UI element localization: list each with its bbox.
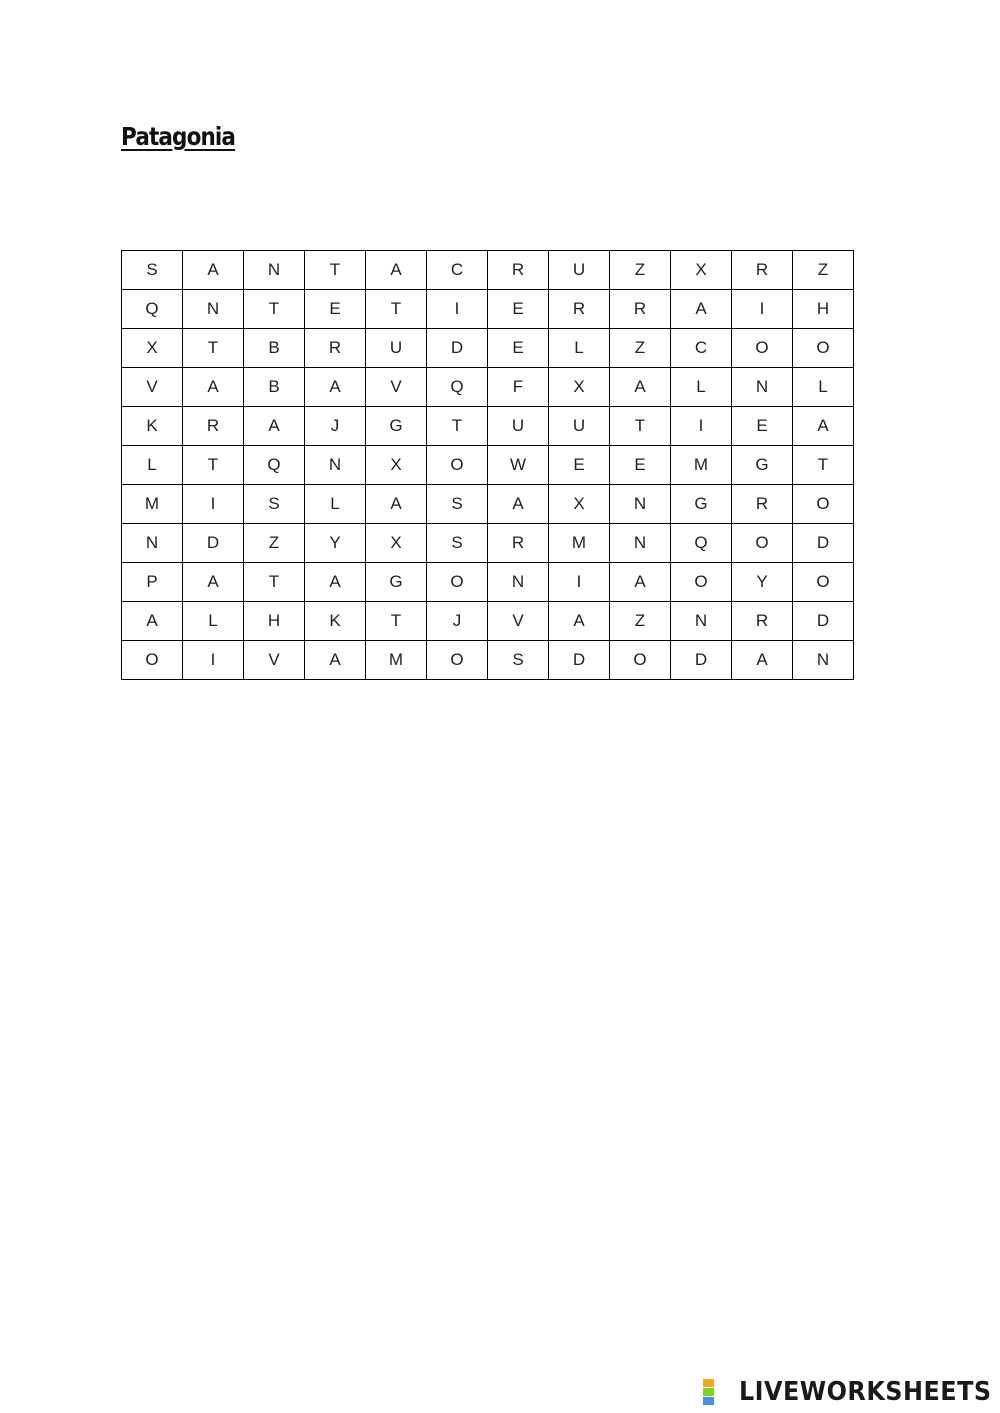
grid-cell[interactable]: L bbox=[122, 446, 183, 485]
grid-cell[interactable]: D bbox=[793, 524, 854, 563]
grid-row bbox=[122, 485, 854, 524]
grid-cell[interactable]: J bbox=[305, 407, 366, 446]
grid-cell[interactable]: E bbox=[610, 446, 671, 485]
liveworksheets-logo[interactable] bbox=[703, 1377, 992, 1407]
grid-cell[interactable]: R bbox=[488, 524, 549, 563]
grid-cell[interactable]: X bbox=[549, 368, 610, 407]
grid-cell[interactable]: G bbox=[671, 485, 732, 524]
grid-cell[interactable]: O bbox=[732, 524, 793, 563]
grid-cell[interactable]: D bbox=[793, 602, 854, 641]
word-search-grid-body bbox=[122, 251, 854, 680]
grid-cell[interactable]: I bbox=[427, 290, 488, 329]
grid-cell[interactable]: D bbox=[427, 329, 488, 368]
grid-row bbox=[122, 251, 854, 290]
grid-cell[interactable]: O bbox=[793, 563, 854, 602]
grid-cell[interactable]: Y bbox=[305, 524, 366, 563]
grid-cell[interactable]: X bbox=[122, 329, 183, 368]
grid-cell[interactable]: A bbox=[793, 407, 854, 446]
grid-cell[interactable]: U bbox=[549, 407, 610, 446]
grid-cell[interactable]: H bbox=[244, 602, 305, 641]
grid-cell[interactable]: A bbox=[488, 485, 549, 524]
grid-cell[interactable]: T bbox=[244, 290, 305, 329]
word-search-grid bbox=[121, 250, 854, 680]
grid-cell[interactable]: A bbox=[305, 641, 366, 680]
grid-cell[interactable]: R bbox=[610, 290, 671, 329]
grid-cell[interactable]: T bbox=[793, 446, 854, 485]
grid-cell[interactable]: K bbox=[305, 602, 366, 641]
grid-cell[interactable]: A bbox=[244, 407, 305, 446]
grid-cell[interactable]: N bbox=[488, 563, 549, 602]
grid-cell[interactable]: N bbox=[122, 524, 183, 563]
grid-cell[interactable]: Z bbox=[610, 251, 671, 290]
grid-cell[interactable]: A bbox=[122, 602, 183, 641]
grid-row bbox=[122, 368, 854, 407]
grid-cell[interactable]: R bbox=[732, 485, 793, 524]
grid-cell[interactable]: E bbox=[732, 407, 793, 446]
grid-cell[interactable]: N bbox=[183, 290, 244, 329]
grid-cell[interactable]: E bbox=[305, 290, 366, 329]
grid-row bbox=[122, 602, 854, 641]
grid-cell[interactable]: T bbox=[183, 329, 244, 368]
grid-cell[interactable]: R bbox=[488, 251, 549, 290]
grid-cell[interactable]: B bbox=[244, 368, 305, 407]
grid-cell[interactable]: X bbox=[671, 251, 732, 290]
grid-cell[interactable]: J bbox=[427, 602, 488, 641]
grid-cell[interactable]: I bbox=[183, 641, 244, 680]
grid-cell[interactable]: E bbox=[488, 290, 549, 329]
grid-cell[interactable]: A bbox=[671, 290, 732, 329]
grid-cell[interactable]: I bbox=[183, 485, 244, 524]
grid-cell[interactable]: R bbox=[183, 407, 244, 446]
grid-cell[interactable]: V bbox=[488, 602, 549, 641]
grid-cell[interactable]: X bbox=[549, 485, 610, 524]
grid-cell[interactable]: T bbox=[183, 446, 244, 485]
grid-cell[interactable]: H bbox=[793, 290, 854, 329]
logo-mark-block-top bbox=[703, 1379, 714, 1387]
grid-cell[interactable]: W bbox=[488, 446, 549, 485]
grid-cell[interactable]: N bbox=[732, 368, 793, 407]
grid-row bbox=[122, 329, 854, 368]
grid-cell[interactable]: N bbox=[793, 641, 854, 680]
grid-cell[interactable]: S bbox=[488, 641, 549, 680]
logo-text: LIVEWORKSHEETS bbox=[739, 1377, 992, 1407]
grid-cell[interactable]: D bbox=[549, 641, 610, 680]
logo-mark-block-middle bbox=[703, 1388, 714, 1396]
grid-cell[interactable]: K bbox=[122, 407, 183, 446]
grid-cell[interactable]: S bbox=[122, 251, 183, 290]
grid-cell[interactable]: T bbox=[244, 563, 305, 602]
grid-cell[interactable]: M bbox=[671, 446, 732, 485]
grid-cell[interactable]: X bbox=[366, 524, 427, 563]
logo-mark-block-bottom bbox=[703, 1397, 714, 1405]
grid-cell[interactable]: A bbox=[183, 563, 244, 602]
grid-cell[interactable]: O bbox=[427, 446, 488, 485]
grid-cell[interactable]: I bbox=[732, 290, 793, 329]
grid-row bbox=[122, 290, 854, 329]
grid-cell[interactable]: A bbox=[366, 251, 427, 290]
grid-cell[interactable]: N bbox=[610, 524, 671, 563]
grid-cell[interactable]: N bbox=[610, 485, 671, 524]
grid-cell[interactable]: B bbox=[244, 329, 305, 368]
grid-cell[interactable]: U bbox=[366, 329, 427, 368]
grid-cell[interactable]: T bbox=[427, 407, 488, 446]
grid-cell[interactable]: U bbox=[549, 251, 610, 290]
grid-cell[interactable]: T bbox=[366, 290, 427, 329]
grid-cell[interactable]: O bbox=[671, 563, 732, 602]
grid-cell[interactable]: O bbox=[122, 641, 183, 680]
grid-cell[interactable]: G bbox=[366, 407, 427, 446]
grid-cell[interactable]: A bbox=[610, 368, 671, 407]
grid-cell[interactable]: Q bbox=[427, 368, 488, 407]
grid-cell[interactable]: Z bbox=[610, 329, 671, 368]
grid-cell[interactable]: Y bbox=[732, 563, 793, 602]
grid-cell[interactable]: L bbox=[183, 602, 244, 641]
grid-cell[interactable]: V bbox=[366, 368, 427, 407]
grid-cell[interactable]: S bbox=[244, 485, 305, 524]
grid-cell[interactable]: M bbox=[122, 485, 183, 524]
grid-cell[interactable]: A bbox=[610, 563, 671, 602]
grid-cell[interactable]: O bbox=[793, 485, 854, 524]
grid-cell[interactable]: S bbox=[427, 485, 488, 524]
logo-mark-icon bbox=[703, 1379, 714, 1405]
grid-cell[interactable]: Q bbox=[122, 290, 183, 329]
grid-cell[interactable]: O bbox=[610, 641, 671, 680]
grid-cell[interactable]: V bbox=[122, 368, 183, 407]
grid-cell[interactable]: G bbox=[732, 446, 793, 485]
grid-cell[interactable]: Z bbox=[793, 251, 854, 290]
grid-cell[interactable]: G bbox=[366, 563, 427, 602]
grid-cell[interactable]: E bbox=[488, 329, 549, 368]
grid-cell[interactable]: I bbox=[671, 407, 732, 446]
grid-cell[interactable]: R bbox=[732, 251, 793, 290]
grid-cell[interactable]: O bbox=[427, 641, 488, 680]
grid-cell[interactable]: O bbox=[732, 329, 793, 368]
grid-cell[interactable]: A bbox=[732, 641, 793, 680]
grid-cell[interactable]: M bbox=[549, 524, 610, 563]
grid-cell[interactable]: A bbox=[305, 368, 366, 407]
grid-cell[interactable]: V bbox=[244, 641, 305, 680]
grid-cell[interactable]: A bbox=[305, 563, 366, 602]
grid-cell[interactable]: L bbox=[305, 485, 366, 524]
grid-cell[interactable]: Z bbox=[244, 524, 305, 563]
grid-cell[interactable]: R bbox=[305, 329, 366, 368]
grid-cell[interactable]: F bbox=[488, 368, 549, 407]
grid-cell[interactable]: A bbox=[183, 251, 244, 290]
grid-cell[interactable]: N bbox=[305, 446, 366, 485]
grid-row bbox=[122, 446, 854, 485]
grid-cell[interactable]: L bbox=[549, 329, 610, 368]
grid-cell[interactable]: L bbox=[793, 368, 854, 407]
grid-cell[interactable]: Q bbox=[244, 446, 305, 485]
grid-cell[interactable]: N bbox=[671, 602, 732, 641]
grid-cell[interactable]: U bbox=[488, 407, 549, 446]
grid-cell[interactable]: S bbox=[427, 524, 488, 563]
grid-cell[interactable]: M bbox=[366, 641, 427, 680]
grid-cell[interactable]: D bbox=[671, 641, 732, 680]
grid-cell[interactable]: L bbox=[671, 368, 732, 407]
grid-cell[interactable]: T bbox=[610, 407, 671, 446]
grid-cell[interactable]: A bbox=[366, 485, 427, 524]
grid-cell[interactable]: Z bbox=[610, 602, 671, 641]
grid-cell[interactable]: O bbox=[793, 329, 854, 368]
grid-row bbox=[122, 524, 854, 563]
grid-cell[interactable]: T bbox=[305, 251, 366, 290]
grid-cell[interactable]: O bbox=[427, 563, 488, 602]
grid-row bbox=[122, 641, 854, 680]
grid-cell[interactable]: C bbox=[427, 251, 488, 290]
grid-cell[interactable]: R bbox=[549, 290, 610, 329]
grid-cell[interactable]: X bbox=[366, 446, 427, 485]
page-title: Patagonia bbox=[121, 122, 236, 151]
grid-row bbox=[122, 563, 854, 602]
grid-cell[interactable]: I bbox=[549, 563, 610, 602]
grid-cell[interactable]: A bbox=[183, 368, 244, 407]
grid-cell[interactable]: R bbox=[732, 602, 793, 641]
grid-cell[interactable]: N bbox=[244, 251, 305, 290]
grid-cell[interactable]: E bbox=[549, 446, 610, 485]
grid-cell[interactable]: D bbox=[183, 524, 244, 563]
grid-row bbox=[122, 407, 854, 446]
grid-cell[interactable]: P bbox=[122, 563, 183, 602]
grid-cell[interactable]: C bbox=[671, 329, 732, 368]
grid-cell[interactable]: Q bbox=[671, 524, 732, 563]
grid-cell[interactable]: A bbox=[549, 602, 610, 641]
grid-cell[interactable]: T bbox=[366, 602, 427, 641]
